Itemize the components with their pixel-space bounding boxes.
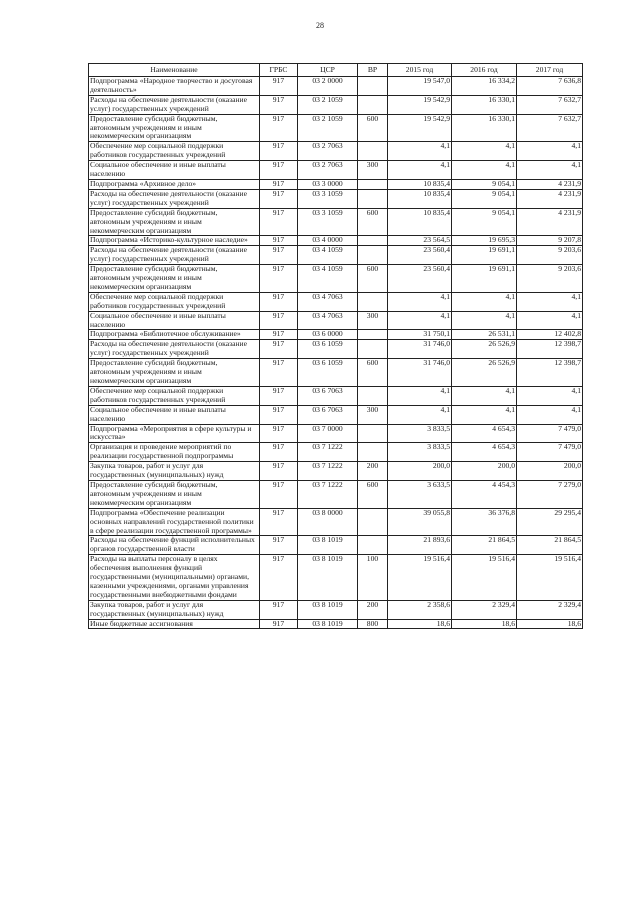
cell-vr [358, 386, 388, 405]
cell-2016: 16 334,2 [452, 77, 517, 96]
header-csr: ЦСР [298, 64, 358, 77]
cell-2016: 4,1 [452, 161, 517, 180]
table-row [89, 340, 583, 359]
cell-2016: 9 054,1 [452, 189, 517, 208]
table-row [89, 619, 583, 629]
cell-grbs: 917 [260, 246, 298, 265]
cell-name: Социальное обеспечение и иные выплаты населению [89, 311, 260, 330]
cell-csr: 03 2 7063 [298, 142, 358, 161]
header-vr: ВР [358, 64, 388, 77]
cell-2015: 4,1 [388, 161, 452, 180]
cell-csr: 03 4 1059 [298, 265, 358, 293]
cell-2016: 4 654,3 [452, 424, 517, 443]
cell-vr [358, 443, 388, 462]
table-row [89, 386, 583, 405]
cell-name: Подпрограмма «Архивное дело» [89, 179, 260, 189]
cell-vr: 600 [358, 208, 388, 236]
cell-vr: 800 [358, 619, 388, 629]
cell-name: Предоставление субсидий бюджетным, автономным учреждениям и иным некоммерческим организациям [89, 480, 260, 508]
cell-2015: 4,1 [388, 292, 452, 311]
cell-2015: 19 542,9 [388, 114, 452, 142]
cell-2017: 9 203,6 [517, 246, 583, 265]
cell-csr: 03 4 1059 [298, 246, 358, 265]
table-row [89, 246, 583, 265]
cell-vr [358, 95, 388, 114]
cell-2017: 7 632,7 [517, 95, 583, 114]
table-row [89, 311, 583, 330]
cell-name: Расходы на обеспечение деятельности (оказание услуг) государственных учреждений [89, 246, 260, 265]
cell-vr [358, 77, 388, 96]
cell-grbs: 917 [260, 189, 298, 208]
cell-grbs: 917 [260, 555, 298, 601]
cell-2015: 10 835,4 [388, 208, 452, 236]
cell-csr: 03 6 1059 [298, 340, 358, 359]
cell-2016: 26 526,9 [452, 340, 517, 359]
cell-vr [358, 424, 388, 443]
cell-vr: 100 [358, 555, 388, 601]
cell-2017: 18,6 [517, 619, 583, 629]
cell-2015: 19 547,0 [388, 77, 452, 96]
cell-2017: 4,1 [517, 311, 583, 330]
cell-2015: 2 358,6 [388, 600, 452, 619]
cell-2017: 29 295,4 [517, 508, 583, 536]
cell-name: Предоставление субсидий бюджетным, автономным учреждениям и иным некоммерческим организациям [89, 265, 260, 293]
cell-name: Организация и проведение мероприятий по реализации государственной подпрограммы [89, 443, 260, 462]
cell-2016: 4,1 [452, 386, 517, 405]
table-row [89, 536, 583, 555]
cell-2016: 19 691,1 [452, 265, 517, 293]
cell-vr [358, 246, 388, 265]
cell-vr: 200 [358, 462, 388, 481]
cell-vr: 300 [358, 311, 388, 330]
cell-grbs: 917 [260, 619, 298, 629]
cell-2016: 36 376,8 [452, 508, 517, 536]
cell-name: Социальное обеспечение и иные выплаты населению [89, 405, 260, 424]
cell-2017: 2 329,4 [517, 600, 583, 619]
cell-2017: 4,1 [517, 161, 583, 180]
header-2015: 2015 год [388, 64, 452, 77]
cell-vr [358, 330, 388, 340]
table-row [89, 405, 583, 424]
table-row [89, 161, 583, 180]
cell-vr: 300 [358, 405, 388, 424]
cell-name: Предоставление субсидий бюджетным, автономным учреждениям и иным некоммерческим организациям [89, 114, 260, 142]
cell-2017: 9 207,8 [517, 236, 583, 246]
table-row [89, 142, 583, 161]
cell-grbs: 917 [260, 330, 298, 340]
cell-2017: 12 398,7 [517, 359, 583, 387]
cell-2016: 26 526,9 [452, 359, 517, 387]
cell-vr [358, 179, 388, 189]
table-row [89, 480, 583, 508]
table-row [89, 208, 583, 236]
cell-2016: 9 054,1 [452, 179, 517, 189]
cell-grbs: 917 [260, 386, 298, 405]
cell-2016: 200,0 [452, 462, 517, 481]
cell-name: Обеспечение мер социальной поддержки работников государственных учреждений [89, 386, 260, 405]
cell-csr: 03 6 7063 [298, 386, 358, 405]
cell-grbs: 917 [260, 600, 298, 619]
cell-2015: 39 055,8 [388, 508, 452, 536]
cell-2016: 19 516,4 [452, 555, 517, 601]
cell-vr [358, 236, 388, 246]
table-row [89, 443, 583, 462]
cell-2015: 10 835,4 [388, 179, 452, 189]
cell-csr: 03 2 1059 [298, 114, 358, 142]
cell-grbs: 917 [260, 340, 298, 359]
cell-vr: 300 [358, 161, 388, 180]
cell-2016: 19 691,1 [452, 246, 517, 265]
cell-name: Закупка товаров, работ и услуг для государственных (муниципальных) нужд [89, 600, 260, 619]
cell-2016: 4 654,3 [452, 443, 517, 462]
cell-name: Социальное обеспечение и иные выплаты населению [89, 161, 260, 180]
cell-csr: 03 8 1019 [298, 555, 358, 601]
table-body [89, 77, 583, 629]
cell-2016: 26 531,1 [452, 330, 517, 340]
cell-csr: 03 7 1222 [298, 443, 358, 462]
cell-2017: 4 231,9 [517, 208, 583, 236]
cell-2016: 16 330,1 [452, 114, 517, 142]
table-row [89, 508, 583, 536]
cell-name: Обеспечение мер социальной поддержки работников государственных учреждений [89, 142, 260, 161]
cell-csr: 03 7 1222 [298, 462, 358, 481]
cell-csr: 03 6 7063 [298, 405, 358, 424]
cell-2016: 4,1 [452, 292, 517, 311]
cell-2016: 4,1 [452, 405, 517, 424]
cell-2015: 18,6 [388, 619, 452, 629]
cell-grbs: 917 [260, 508, 298, 536]
cell-csr: 03 6 0000 [298, 330, 358, 340]
cell-name: Расходы на обеспечение деятельности (оказание услуг) государственных учреждений [89, 340, 260, 359]
table-row [89, 462, 583, 481]
cell-2017: 4,1 [517, 386, 583, 405]
cell-vr: 200 [358, 600, 388, 619]
cell-grbs: 917 [260, 142, 298, 161]
cell-csr: 03 7 1222 [298, 480, 358, 508]
cell-2017: 4,1 [517, 292, 583, 311]
cell-2015: 4,1 [388, 386, 452, 405]
cell-csr: 03 4 7063 [298, 292, 358, 311]
header-2017: 2017 год [517, 64, 583, 77]
table-row [89, 424, 583, 443]
cell-2017: 7 632,7 [517, 114, 583, 142]
table-row [89, 179, 583, 189]
cell-name: Предоставление субсидий бюджетным, автономным учреждениям и иным некоммерческим организациям [89, 359, 260, 387]
cell-2017: 19 516,4 [517, 555, 583, 601]
cell-vr [358, 536, 388, 555]
cell-2016: 4,1 [452, 311, 517, 330]
table-row [89, 77, 583, 96]
cell-2017: 4 231,9 [517, 179, 583, 189]
table-row [89, 600, 583, 619]
cell-grbs: 917 [260, 424, 298, 443]
cell-name: Подпрограмма «Народное творчество и досуговая деятельность» [89, 77, 260, 96]
header-name: Наименование [89, 64, 260, 77]
cell-2015: 10 835,4 [388, 189, 452, 208]
cell-name: Расходы на обеспечение деятельности (оказание услуг) государственных учреждений [89, 95, 260, 114]
cell-csr: 03 2 1059 [298, 95, 358, 114]
table-header-row [89, 64, 583, 77]
cell-2015: 200,0 [388, 462, 452, 481]
table-row [89, 330, 583, 340]
cell-2016: 21 864,5 [452, 536, 517, 555]
cell-2017: 9 203,6 [517, 265, 583, 293]
budget-table [88, 63, 583, 629]
cell-2017: 7 479,0 [517, 443, 583, 462]
cell-grbs: 917 [260, 208, 298, 236]
cell-csr: 03 2 0000 [298, 77, 358, 96]
cell-2017: 7 636,8 [517, 77, 583, 96]
cell-2017: 12 402,8 [517, 330, 583, 340]
cell-2016: 2 329,4 [452, 600, 517, 619]
cell-grbs: 917 [260, 114, 298, 142]
cell-grbs: 917 [260, 292, 298, 311]
cell-grbs: 917 [260, 443, 298, 462]
cell-2016: 16 330,1 [452, 95, 517, 114]
cell-vr: 600 [358, 265, 388, 293]
cell-2015: 4,1 [388, 311, 452, 330]
cell-name: Подпрограмма «Мероприятия в сфере культуры и искусства» [89, 424, 260, 443]
cell-vr: 600 [358, 114, 388, 142]
cell-2015: 19 516,4 [388, 555, 452, 601]
cell-2015: 3 833,5 [388, 424, 452, 443]
cell-2015: 31 746,0 [388, 359, 452, 387]
cell-2017: 4,1 [517, 405, 583, 424]
cell-2017: 12 398,7 [517, 340, 583, 359]
cell-2015: 19 542,9 [388, 95, 452, 114]
cell-csr: 03 7 0000 [298, 424, 358, 443]
cell-name: Закупка товаров, работ и услуг для государственных (муниципальных) нужд [89, 462, 260, 481]
table-row [89, 555, 583, 601]
cell-csr: 03 4 7063 [298, 311, 358, 330]
table-row [89, 359, 583, 387]
cell-name: Подпрограмма «Историко-культурное наследие» [89, 236, 260, 246]
cell-csr: 03 8 1019 [298, 600, 358, 619]
cell-2016: 19 695,3 [452, 236, 517, 246]
cell-2015: 21 893,6 [388, 536, 452, 555]
cell-vr [358, 142, 388, 161]
cell-2015: 4,1 [388, 405, 452, 424]
cell-2016: 9 054,1 [452, 208, 517, 236]
cell-2015: 3 633,5 [388, 480, 452, 508]
cell-2016: 18,6 [452, 619, 517, 629]
cell-grbs: 917 [260, 77, 298, 96]
cell-csr: 03 2 7063 [298, 161, 358, 180]
cell-name: Расходы на выплаты персоналу в целях обеспечения выполнения функций государственными (муниципальными) органами, казенными учреждениями, органами управления государственными внебюджетными фондами [89, 555, 260, 601]
table-row [89, 265, 583, 293]
cell-csr: 03 3 1059 [298, 208, 358, 236]
table-row [89, 292, 583, 311]
cell-2017: 7 279,0 [517, 480, 583, 508]
cell-2017: 7 479,0 [517, 424, 583, 443]
header-grbs: ГРБС [260, 64, 298, 77]
cell-grbs: 917 [260, 236, 298, 246]
cell-grbs: 917 [260, 95, 298, 114]
cell-grbs: 917 [260, 536, 298, 555]
cell-vr [358, 508, 388, 536]
cell-2017: 21 864,5 [517, 536, 583, 555]
cell-name: Обеспечение мер социальной поддержки работников государственных учреждений [89, 292, 260, 311]
cell-name: Предоставление субсидий бюджетным, автономным учреждениям и иным некоммерческим организациям [89, 208, 260, 236]
cell-2017: 4 231,9 [517, 189, 583, 208]
page-number: 28 [316, 21, 324, 30]
cell-2015: 23 560,4 [388, 246, 452, 265]
cell-2015: 31 746,0 [388, 340, 452, 359]
header-2016: 2016 год [452, 64, 517, 77]
cell-name: Расходы на обеспечение функций исполнительных органов государственной власти [89, 536, 260, 555]
cell-2015: 31 750,1 [388, 330, 452, 340]
cell-grbs: 917 [260, 311, 298, 330]
cell-2015: 23 560,4 [388, 265, 452, 293]
cell-csr: 03 4 0000 [298, 236, 358, 246]
cell-vr: 600 [358, 480, 388, 508]
cell-csr: 03 6 1059 [298, 359, 358, 387]
cell-2017: 200,0 [517, 462, 583, 481]
cell-grbs: 917 [260, 179, 298, 189]
table-row [89, 189, 583, 208]
cell-csr: 03 8 1019 [298, 536, 358, 555]
cell-name: Подпрограмма «Обеспечение реализации основных направлений государственной политики в сфере реализации государственной программы» [89, 508, 260, 536]
cell-vr [358, 292, 388, 311]
table-row [89, 95, 583, 114]
cell-vr [358, 340, 388, 359]
cell-2015: 3 833,5 [388, 443, 452, 462]
cell-name: Расходы на обеспечение деятельности (оказание услуг) государственных учреждений [89, 189, 260, 208]
cell-grbs: 917 [260, 462, 298, 481]
cell-2016: 4,1 [452, 142, 517, 161]
cell-grbs: 917 [260, 359, 298, 387]
cell-2016: 4 454,3 [452, 480, 517, 508]
cell-grbs: 917 [260, 265, 298, 293]
table-row [89, 114, 583, 142]
cell-csr: 03 3 1059 [298, 189, 358, 208]
cell-vr: 600 [358, 359, 388, 387]
cell-csr: 03 3 0000 [298, 179, 358, 189]
cell-2015: 4,1 [388, 142, 452, 161]
cell-2015: 23 564,5 [388, 236, 452, 246]
cell-2017: 4,1 [517, 142, 583, 161]
cell-name: Подпрограмма «Библиотечное обслуживание» [89, 330, 260, 340]
cell-csr: 03 8 1019 [298, 619, 358, 629]
table-row [89, 236, 583, 246]
cell-grbs: 917 [260, 161, 298, 180]
cell-vr [358, 189, 388, 208]
cell-csr: 03 8 0000 [298, 508, 358, 536]
cell-grbs: 917 [260, 405, 298, 424]
cell-name: Иные бюджетные ассигнования [89, 619, 260, 629]
cell-grbs: 917 [260, 480, 298, 508]
